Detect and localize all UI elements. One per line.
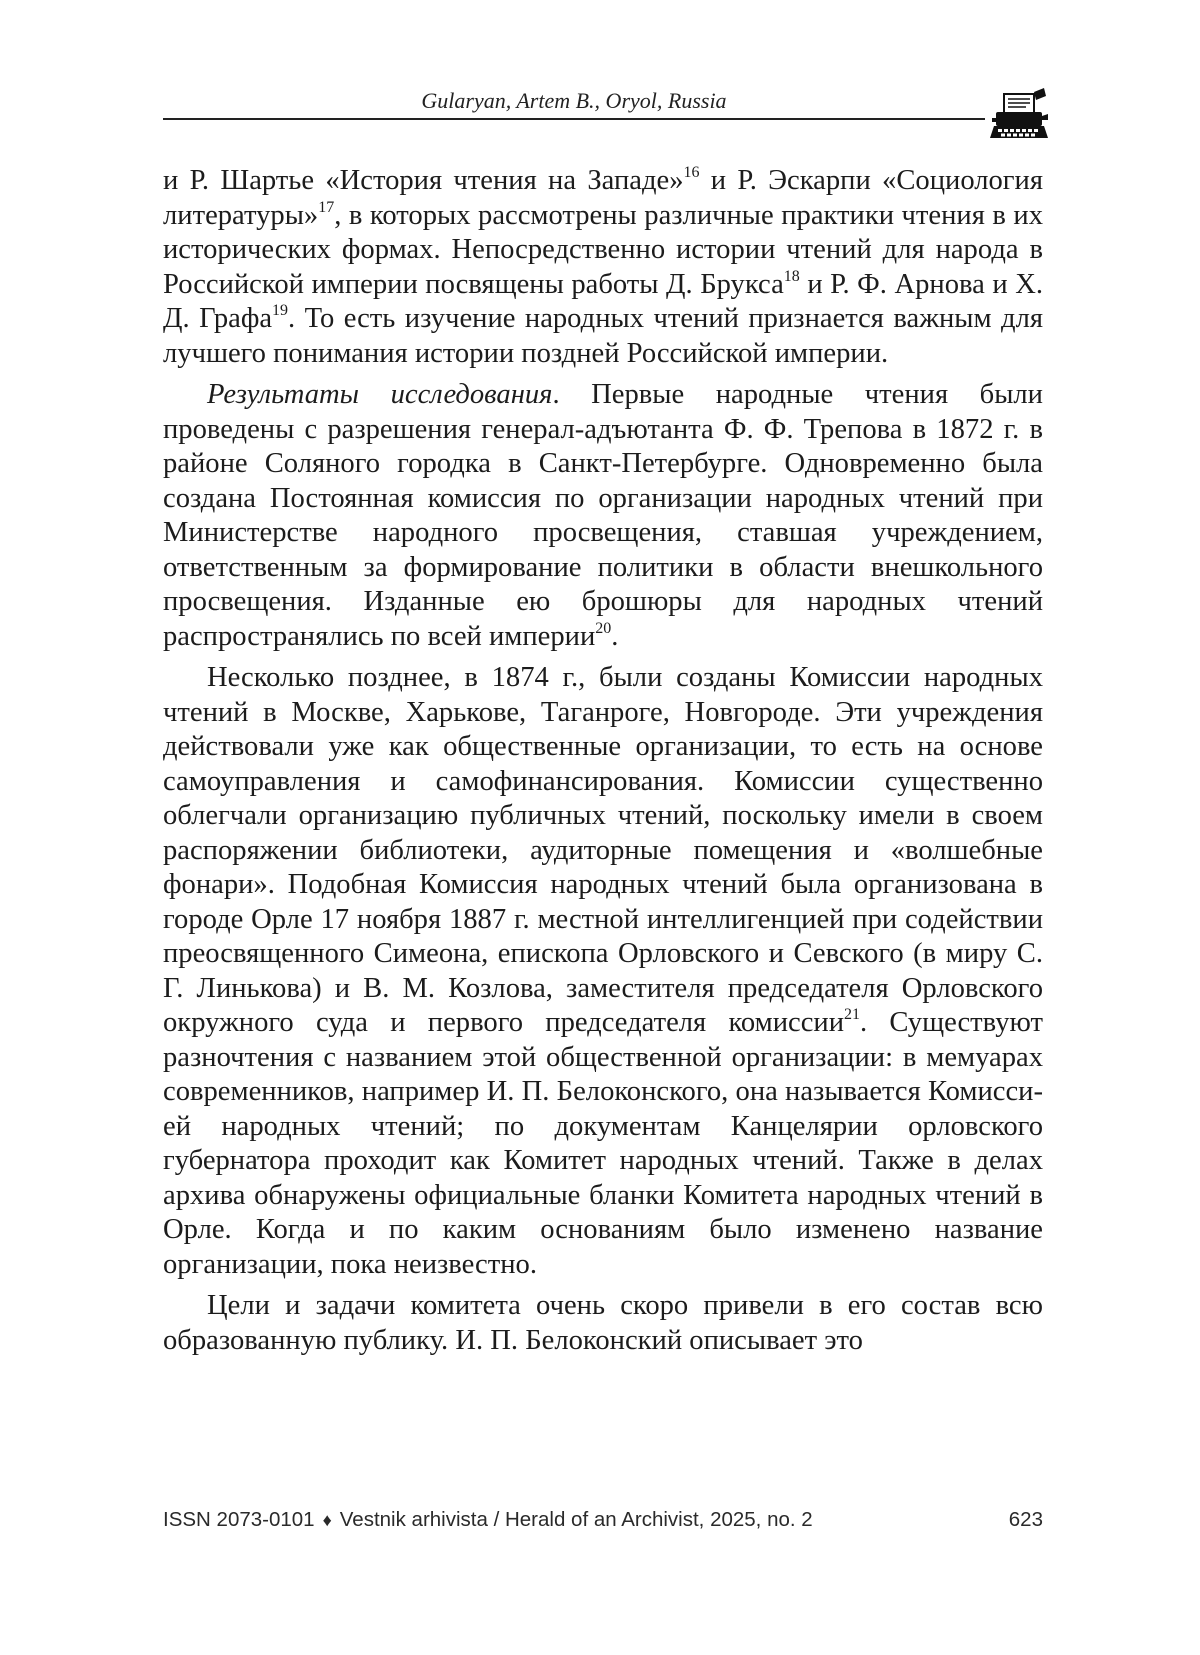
footnote-ref-21[interactable]: 21 (844, 1006, 861, 1023)
text-run: . (611, 620, 619, 652)
running-title: Gularyan, Artem B., Oryol, Russia (421, 88, 727, 113)
text-run: . То есть изучение народных чтений признается важным для лучшего понимания истории поздней Российской империи. (163, 303, 1043, 369)
journal-citation (163, 1508, 813, 1532)
text-run: . Первые народные чтения были проведены с разрешения генерал-адъютанта Ф. Ф. Трепова в 1872 г. в районе Соляного городка в Санкт-Петербурге. Одновременно была создана Постоянная комиссия по организации народных чтений при Министерстве народного просвещения, ставшая учреждением, ответственным за формирование политики в области внешкольного просвещения. Изданные ею брошюры для народных чтений распространялись по всей империи (163, 379, 1043, 652)
text-run: , в которых рассмотрены различные практики чтения в их исторических формах. Непосредственно истории чтений для народа в Российской империи посвящены работы Д. Брукса (163, 199, 1043, 300)
text-run: Цели и задачи комитета очень скоро привели в его состав всю образованную публику. И. П. Белоконский описывает это (163, 1290, 1043, 1356)
footnote-ref-18[interactable]: 18 (783, 267, 800, 285)
paragraph (163, 164, 1043, 371)
paragraph (163, 661, 1043, 1282)
journal-title: Vestnik arhivista / Herald of an Archivist, 2025, no. 2 (339, 1508, 813, 1531)
text-run: Несколько позднее, в 1874 г., были созданы Комиссии народных чтений в Москве, Харькове, Таганроге, Новгороде. Эти учреждения действовали уже как общественные организации, то есть на основе самоуправления и самофинансирования. Комиссии существенно облегчали организацию публичных чтений, поскольку имели в своем распоряжении библиотеки, аудиторные помещения и «волшебные фонари». Подобная Комиссия народных чтений была организована в городе Орле 17 ноября 1887 г. местной интеллигенцией при содействии преосвященного Симеона, епископа Орловского и Севского (в миру С. Г. Линькова) и В. М. Козлова, заместителя председателя Орловского окружного суда и первого председателя комиссии (163, 662, 1043, 1038)
footnote-ref-20[interactable]: 20 (595, 619, 612, 637)
text-run: . Существуют разночтения с названием этой общественной организации: в мемуарах современников, например И. П. Белоконского, она называется Комиссией народных чтений; по документам Канцелярии орловского губернатора проходит как Комитет народных чтений. Также в делах архива обнаружены официальные бланки Комитета народных чтений в Орле. Когда и по каким основаниям было изменено название организации, пока неизвестно. (163, 1007, 1043, 1280)
header-rule (163, 118, 985, 120)
text-run: и Р. Ф. Арнова и Х. Д. Графа (163, 268, 1043, 334)
running-header (163, 82, 985, 122)
text-run: и Р. Шартье «История чтения на Западе» (163, 165, 684, 196)
footnote-ref-16[interactable]: 16 (683, 164, 700, 181)
article-body (163, 164, 1043, 1365)
page-footer (163, 1508, 1043, 1542)
archivist-typewriter-logo-icon (990, 88, 1050, 144)
footnote-ref-17[interactable]: 17 (318, 198, 335, 216)
paragraph (163, 1289, 1043, 1358)
paragraph (163, 378, 1043, 654)
text-run: и Р. Эскарпи «Социология литературы» (163, 165, 1043, 231)
diamond-separator-icon: ♦ (322, 1510, 332, 1530)
section-lead-italic: Результаты исследования (207, 379, 553, 410)
issn: ISSN 2073-0101 (163, 1508, 315, 1531)
footnote-ref-19[interactable]: 19 (272, 302, 289, 319)
page-number: 623 (1008, 1508, 1043, 1531)
